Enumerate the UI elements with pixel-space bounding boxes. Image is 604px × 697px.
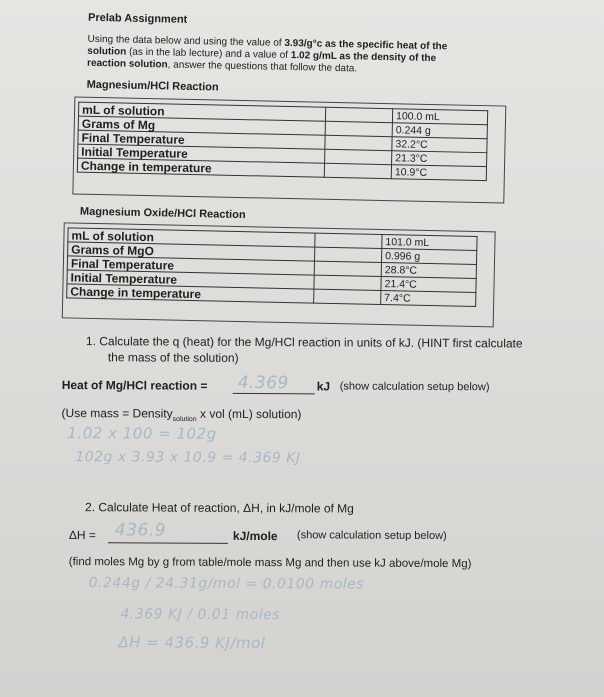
- page-title: Prelab Assignment: [87, 11, 188, 26]
- intro-text: Using the data below and using the value of: [87, 33, 285, 49]
- intro-density: 1.02 g/mL as the density of the: [290, 50, 437, 65]
- q2-work-line-1: 0.244g / 24.31g/mol = 0.0100 moles: [88, 575, 365, 593]
- q1-heat-label: Heat of Mg/HCl reaction =: [61, 378, 208, 393]
- table1-value: 32.2°C: [392, 137, 487, 153]
- table2-label: mL of solution: [68, 228, 315, 247]
- intro-solution: solution: [87, 45, 127, 58]
- q1-heat-units: kJ: [316, 379, 331, 394]
- table2-value: 0.996 g: [381, 248, 476, 264]
- mass-hint-text: (Use mass = Density: [61, 406, 173, 421]
- q2-prompt: 2. Calculate Heat of reaction, ΔH, in kJ/mole of Mg: [85, 500, 354, 516]
- table1-label: Grams of Mg: [78, 116, 325, 135]
- q2-instructions: (find moles Mg by g from table/mole mass Mg and then use kJ above/mole Mg): [68, 556, 472, 571]
- q1-heat-note: (show calculation setup below): [339, 380, 490, 394]
- table2-value: 101.0 mL: [382, 235, 477, 251]
- table2-label: Final Temperature: [67, 256, 314, 275]
- intro-text: , answer the questions that follow the data.: [167, 59, 358, 75]
- table2-value: 7.4°C: [381, 290, 476, 306]
- table2-label: Initial Temperature: [67, 270, 314, 289]
- q1-mass-hint: [62, 406, 302, 424]
- q1-heat-answer: 4.369: [237, 372, 289, 394]
- table2-value: 21.4°C: [381, 276, 476, 292]
- table1-label: Final Temperature: [78, 130, 325, 149]
- table2-heading: Magnesium Oxide/HCl Reaction: [79, 205, 246, 222]
- table2-value: 28.8°C: [381, 262, 476, 278]
- q1-work-line-2: 102g x 3.93 x 10.9 = 4.369 KJ: [75, 449, 301, 467]
- q2-dh-note: (show calculation setup below): [296, 529, 447, 543]
- table2-label: Grams of MgO: [68, 242, 315, 261]
- table1-value: 100.0 mL: [392, 109, 487, 125]
- q1-work-line-1: 1.02 x 100 = 102g: [67, 424, 217, 443]
- table2-label: Change in temperature: [67, 284, 314, 303]
- q1-prompt-line-2: the mass of the solution): [107, 350, 239, 365]
- table1-value: 0.244 g: [392, 123, 487, 139]
- intro-reaction-solution: reaction solution: [86, 57, 168, 71]
- mass-hint-subscript: solution: [172, 415, 197, 424]
- table1-label: Initial Temperature: [78, 144, 325, 163]
- table1-label: Change in temperature: [77, 158, 324, 177]
- table1-value: 10.9°C: [391, 165, 486, 181]
- q2-dh-answer: 436.9: [114, 520, 167, 541]
- q1-prompt-line-1: 1. Calculate the q (heat) for the Mg/HCl reaction in units of kJ. (HINT first calculate: [85, 334, 523, 351]
- q2-work-line-3: ΔH = 436.9 KJ/mol: [118, 633, 266, 653]
- q2-work-line-2: 4.369 KJ / 0.01 moles: [120, 606, 281, 624]
- intro-text: (as in the lab lecture) and a value of: [126, 46, 291, 62]
- table1-heading: Magnesium/HCl Reaction: [86, 78, 219, 94]
- q2-dh-units: kJ/mole: [232, 528, 278, 544]
- table1-value: 21.3°C: [392, 151, 487, 167]
- intro-specific-heat: 3.93/g°c as the specific heat of the: [284, 37, 448, 53]
- table1-label: mL of solution: [78, 102, 325, 121]
- q2-dh-label: ΔH =: [68, 528, 96, 543]
- mass-hint-text: x vol (mL) solution): [196, 406, 302, 422]
